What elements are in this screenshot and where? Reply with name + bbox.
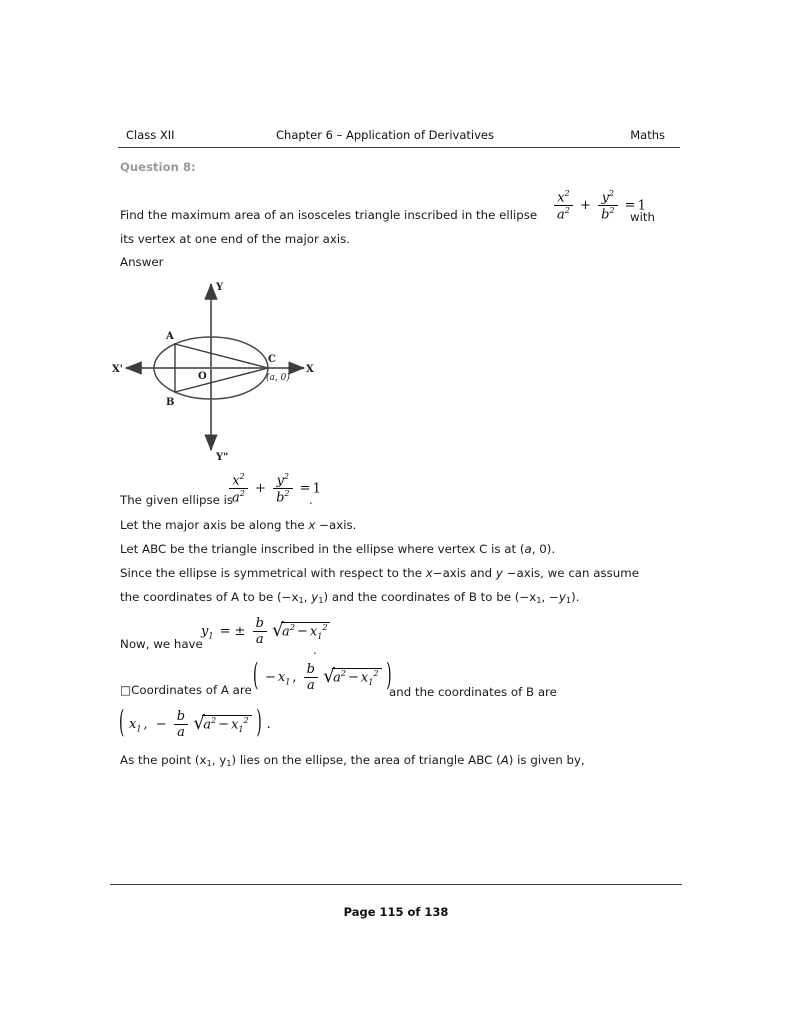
radical-sign-1: √ <box>272 620 284 642</box>
label-origin: O <box>198 371 207 382</box>
exp-2e: 2 <box>239 472 245 481</box>
exp-2g: 2 <box>283 472 290 481</box>
coords-b-minus: − <box>549 590 559 604</box>
header-divider <box>118 147 680 148</box>
coords-b-pre: ) and the coordinates of B to be (−x <box>323 590 537 604</box>
plus-sign-s: + <box>255 481 266 497</box>
area-sub1: 1 <box>206 757 212 768</box>
solution-coordinates-a-post: and the coordinates of B are <box>389 685 557 699</box>
rad1-exp-x: 2 <box>322 623 328 632</box>
coords-comma-2: , <box>541 590 546 604</box>
rhs-one-q: 1 <box>637 198 646 214</box>
rad3-exp-a: 2 <box>211 716 217 725</box>
symmetry-var-y: y <box>495 566 503 580</box>
area-sub2: 1 <box>226 757 232 768</box>
exp-2b: 2 <box>564 206 570 216</box>
label-x-left: X' <box>112 364 123 375</box>
symmetry-var-x: x <box>425 566 433 580</box>
solution-now-we-have-end: . <box>313 643 317 657</box>
coords-a-y: y <box>311 590 319 604</box>
question-label: Question 8: <box>120 160 196 174</box>
equals-sign-q: = <box>624 198 636 214</box>
triangle-post: , 0). <box>531 542 556 556</box>
header-class-label: Class XII <box>126 128 175 142</box>
label-vertex-a: A <box>166 331 174 342</box>
coords-b-post: ). <box>571 590 580 604</box>
solution-major-axis-line <box>120 519 356 532</box>
solution-now-we-have-label: Now, we have <box>120 637 203 651</box>
ellipse-diagram <box>110 268 345 464</box>
header-subject-label: Maths <box>630 128 665 142</box>
solution-symmetry-line2 <box>120 591 580 605</box>
rad2-exp-x: 2 <box>373 669 379 678</box>
triangle-var-a: a <box>524 542 532 556</box>
area-end: ) is given by, <box>508 753 585 767</box>
label-y-bottom: Y" <box>216 452 229 463</box>
rad1-sub-x: 1 <box>317 631 323 641</box>
header-chapter-title: Chapter 6 – Application of Derivatives <box>276 128 494 142</box>
major-axis-var-x: x <box>308 518 316 532</box>
answer-label: Answer <box>120 255 164 269</box>
equals-sign-s: = <box>299 481 311 497</box>
coords-b-y: y <box>558 590 566 604</box>
bullet-box-glyph: □ <box>120 683 132 697</box>
formula-coordinates-a: ( − $x_1$ , $\frac{b}{a}$ √ $a^2 - x_1^2$ ) <box>253 657 392 694</box>
solution-triangle-line <box>120 543 555 556</box>
label-x-right: X <box>306 364 314 375</box>
coorda-sub-x: 1 <box>285 677 291 687</box>
ellipse-diagram-svg <box>110 268 345 464</box>
y1-equals: = <box>219 624 231 639</box>
area-post: ) lies on the ellipse, the area of triangle ABC ( <box>231 753 501 767</box>
area-var-A: A <box>500 753 509 767</box>
page-header <box>118 128 680 148</box>
coords-comma-1: , <box>303 590 308 604</box>
area-pre: As the point (x <box>120 753 207 767</box>
triangle-pre: Let ABC be the triangle inscribed in the ellipse where vertex C is at ( <box>120 542 525 556</box>
exp-2d: 2 <box>609 206 615 216</box>
coords-a-sub2: 1 <box>318 594 324 605</box>
coords-a-sub1: 1 <box>298 594 304 605</box>
label-vertex-c-coords: (a, 0) <box>266 373 290 383</box>
rad2-exp-a: 2 <box>340 669 347 678</box>
rad1-minus: − <box>296 624 308 640</box>
exp-2f: 2 <box>239 489 245 499</box>
solution-symmetry-line1 <box>120 567 639 580</box>
paren-left-b: ( <box>119 704 125 741</box>
question-text-line1-after: with <box>630 210 656 224</box>
y1-plusminus: ± <box>234 624 246 639</box>
exp-2h: 2 <box>284 489 290 499</box>
paren-left-a: ( <box>253 657 259 694</box>
footer-page-number: Page 115 of 138 <box>343 905 449 919</box>
plus-sign-q: + <box>580 198 591 214</box>
coorda-comma: , <box>292 670 297 685</box>
label-y-top: Y <box>216 282 224 293</box>
label-vertex-c: C <box>268 354 276 365</box>
footer-divider <box>110 884 682 885</box>
paren-right-b: ) <box>256 704 262 741</box>
major-axis-post: −axis. <box>319 518 357 532</box>
coordb-minus: − <box>155 717 167 732</box>
coordb-period: . <box>266 717 271 732</box>
question-text-line1-before: Find the maximum area of an isosceles triangle inscribed in the ellipse <box>120 208 538 222</box>
rad2-minus: − <box>348 670 359 686</box>
rad3-exp-x: 2 <box>243 716 249 725</box>
solution-coordinates-a-line <box>120 684 252 697</box>
coorda-minus: − <box>265 670 276 685</box>
symmetry-mid: −axis and <box>432 566 493 580</box>
y1-sub: 1 <box>208 631 214 641</box>
solution-ellipse-equation: $\frac{x^2}{a^2}$ + $\frac{y^2}{b^2}$ = 1 <box>228 473 321 505</box>
coordb-sub-x: 1 <box>136 724 142 734</box>
rad3-minus: − <box>218 717 230 733</box>
rhs-one-s: 1 <box>312 481 321 497</box>
coordinates-a-pre: Coordinates of A are <box>131 683 252 697</box>
solution-given-ellipse-post: . <box>309 493 313 507</box>
solution-area-line <box>120 754 585 768</box>
symmetry-pre: Since the ellipse is symmetrical with respect to the <box>120 566 422 580</box>
formula-y1: $y_1$ = ± $\frac{b}{a}$ √ $a^2 - x_1^2$ <box>201 617 330 646</box>
rad2-sub-x: 1 <box>368 677 374 687</box>
coords-b-sub2: 1 <box>565 594 572 605</box>
major-axis-pre: Let the major axis be along the <box>120 518 305 532</box>
rad1-exp-a: 2 <box>289 623 295 632</box>
coords-b-sub1: 1 <box>536 594 542 605</box>
rad3-sub-x: 1 <box>238 724 244 734</box>
question-text-line2: its vertex at one end of the major axis. <box>120 232 351 246</box>
coordb-comma: , <box>143 717 148 732</box>
question-ellipse-equation: $\frac{x^2}{a^2}$ + $\frac{y^2}{b^2}$ = 1 <box>553 190 646 222</box>
paren-right-a: ) <box>386 657 392 694</box>
solution-given-ellipse-pre: The given ellipse is <box>120 493 234 507</box>
formula-coordinates-b: ( $x_1$ , − $\frac{b}{a}$ √ $a^2 - x_1^2$ ) . <box>119 704 271 741</box>
radical-sign-3: √ <box>193 713 206 735</box>
label-vertex-b: B <box>166 397 175 408</box>
area-mid: , y <box>211 753 227 767</box>
coords-a-pre: the coordinates of A to be (−x <box>120 590 299 604</box>
symmetry-post: −axis, we can assume <box>506 566 640 580</box>
exp-2a: 2 <box>564 189 570 198</box>
exp-2c: 2 <box>608 189 615 198</box>
radical-sign-2: √ <box>323 666 335 688</box>
